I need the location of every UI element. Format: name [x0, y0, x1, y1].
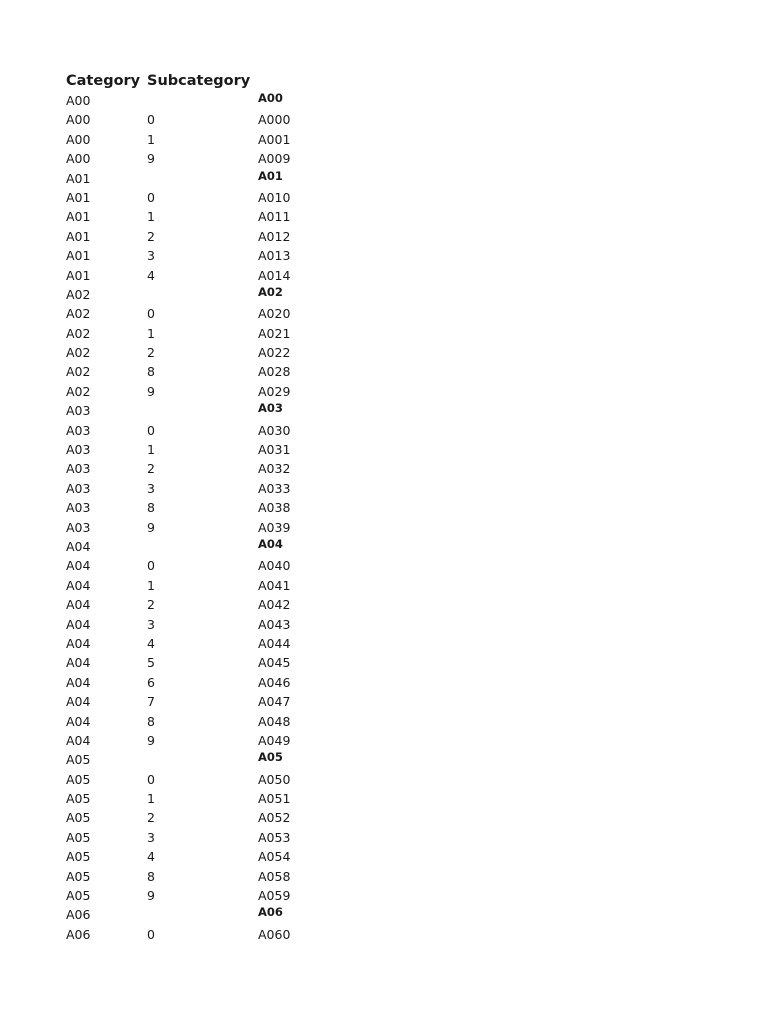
table-group-row — [66, 750, 466, 769]
subcategory-cell: 6 — [147, 674, 155, 690]
table-row — [66, 576, 466, 595]
subcategory-cell: 8 — [147, 364, 155, 380]
category-cell: A01 — [66, 267, 91, 283]
code-cell: A033 — [258, 480, 291, 496]
table-row — [66, 789, 466, 808]
category-cell: A01 — [66, 170, 91, 186]
table-row — [66, 459, 466, 478]
code-cell: A010 — [258, 189, 291, 205]
subcategory-cell: 8 — [147, 500, 155, 516]
category-cell: A06 — [66, 907, 91, 923]
subcategory-cell: 0 — [147, 189, 155, 205]
code-cell: A05 — [258, 750, 283, 765]
code-cell: A028 — [258, 364, 291, 380]
table-group-row — [66, 169, 466, 188]
subcategory-cell: 0 — [147, 771, 155, 787]
code-cell: A013 — [258, 248, 291, 264]
subcategory-header: Subcategory — [147, 73, 251, 89]
code-cell: A039 — [258, 519, 291, 535]
category-cell: A04 — [66, 616, 91, 632]
table-row — [66, 207, 466, 226]
code-cell: A060 — [258, 926, 291, 942]
category-cell: A03 — [66, 500, 91, 516]
subcategory-cell: 1 — [147, 577, 155, 593]
category-cell: A04 — [66, 732, 91, 748]
code-cell: A049 — [258, 732, 291, 748]
category-cell: A02 — [66, 325, 91, 341]
table-row — [66, 692, 466, 711]
code-cell: A043 — [258, 616, 291, 632]
category-cell: A00 — [66, 151, 91, 167]
subcategory-cell: 9 — [147, 519, 155, 535]
table-group-row — [66, 537, 466, 556]
table-row — [66, 615, 466, 634]
category-cell: A04 — [66, 577, 91, 593]
subcategory-cell: 9 — [147, 383, 155, 399]
category-cell: A03 — [66, 422, 91, 438]
category-cell: A02 — [66, 345, 91, 361]
subcategory-cell: 1 — [147, 325, 155, 341]
code-cell: A044 — [258, 635, 291, 651]
code-cell: A029 — [258, 383, 291, 399]
table-group-row — [66, 91, 466, 110]
code-cell: A047 — [258, 694, 291, 710]
code-cell: A054 — [258, 849, 291, 865]
subcategory-cell: 5 — [147, 655, 155, 671]
table-row — [66, 712, 466, 731]
category-cell: A01 — [66, 228, 91, 244]
category-cell: A03 — [66, 480, 91, 496]
subcategory-cell: 3 — [147, 480, 155, 496]
subcategory-cell: 0 — [147, 926, 155, 942]
category-cell: A05 — [66, 752, 91, 768]
subcategory-cell: 0 — [147, 422, 155, 438]
subcategory-cell: 7 — [147, 694, 155, 710]
subcategory-cell: 2 — [147, 228, 155, 244]
category-cell: A05 — [66, 888, 91, 904]
code-cell: A01 — [258, 168, 283, 183]
code-cell: A014 — [258, 267, 291, 283]
code-cell: A02 — [258, 284, 283, 299]
subcategory-cell: 2 — [147, 810, 155, 826]
code-cell: A022 — [258, 345, 291, 361]
code-cell: A00 — [258, 91, 283, 105]
subcategory-cell: 9 — [147, 732, 155, 748]
subcategory-cell: 2 — [147, 597, 155, 613]
code-cell: A031 — [258, 442, 291, 458]
category-cell: A04 — [66, 694, 91, 710]
table-row — [66, 362, 466, 381]
category-cell: A01 — [66, 189, 91, 205]
subcategory-cell: 8 — [147, 713, 155, 729]
category-cell: A05 — [66, 829, 91, 845]
table-row — [66, 110, 466, 129]
code-cell: A042 — [258, 597, 291, 613]
category-cell: A02 — [66, 383, 91, 399]
table-row — [66, 634, 466, 653]
category-cell: A04 — [66, 713, 91, 729]
subcategory-cell: 4 — [147, 267, 155, 283]
code-cell: A04 — [258, 536, 283, 551]
category-cell: A04 — [66, 674, 91, 690]
category-cell: A04 — [66, 635, 91, 651]
table-row — [66, 653, 466, 672]
category-cell: A00 — [66, 93, 91, 108]
table-row — [66, 847, 466, 866]
category-cell: A05 — [66, 868, 91, 884]
code-cell: A053 — [258, 829, 291, 845]
table-row — [66, 421, 466, 440]
table-body — [66, 91, 466, 944]
table-row — [66, 304, 466, 323]
code-cell: A020 — [258, 306, 291, 322]
code-cell: A046 — [258, 674, 291, 690]
table-header — [66, 72, 466, 90]
code-cell: A040 — [258, 558, 291, 574]
code-cell: A032 — [258, 461, 291, 477]
category-cell: A03 — [66, 442, 91, 458]
table-row — [66, 246, 466, 265]
table-row — [66, 498, 466, 517]
code-cell: A000 — [258, 112, 291, 128]
subcategory-cell: 0 — [147, 558, 155, 574]
category-cell: A02 — [66, 286, 91, 302]
subcategory-cell: 1 — [147, 131, 155, 147]
category-cell: A02 — [66, 306, 91, 322]
subcategory-cell: 8 — [147, 868, 155, 884]
subcategory-cell: 1 — [147, 791, 155, 807]
category-cell: A02 — [66, 364, 91, 380]
table-row — [66, 130, 466, 149]
table-row — [66, 227, 466, 246]
table-group-row — [66, 905, 466, 924]
category-cell: A00 — [66, 112, 91, 128]
table-row — [66, 867, 466, 886]
table-row — [66, 770, 466, 789]
category-cell: A03 — [66, 403, 91, 419]
category-cell: A06 — [66, 926, 91, 942]
code-cell: A001 — [258, 131, 291, 147]
table-group-row — [66, 285, 466, 304]
category-cell: A04 — [66, 655, 91, 671]
code-cell: A011 — [258, 209, 291, 225]
category-cell: A05 — [66, 810, 91, 826]
code-cell: A058 — [258, 868, 291, 884]
subcategory-cell: 0 — [147, 112, 155, 128]
code-cell: A038 — [258, 500, 291, 516]
subcategory-cell: 2 — [147, 461, 155, 477]
code-cell: A045 — [258, 655, 291, 671]
code-cell: A06 — [258, 905, 283, 920]
code-cell: A021 — [258, 325, 291, 341]
subcategory-cell: 9 — [147, 151, 155, 167]
code-cell: A012 — [258, 228, 291, 244]
subcategory-cell: 1 — [147, 209, 155, 225]
code-cell: A051 — [258, 791, 291, 807]
table-row — [66, 324, 466, 343]
code-cell: A059 — [258, 888, 291, 904]
code-cell: A052 — [258, 810, 291, 826]
table-row — [66, 673, 466, 692]
table-row — [66, 828, 466, 847]
category-cell: A05 — [66, 771, 91, 787]
data-table — [66, 72, 466, 944]
table-row — [66, 343, 466, 362]
table-row — [66, 556, 466, 575]
category-cell: A04 — [66, 538, 91, 554]
category-cell: A05 — [66, 849, 91, 865]
table-group-row — [66, 401, 466, 420]
category-cell: A04 — [66, 558, 91, 574]
code-cell: A03 — [258, 401, 283, 416]
subcategory-cell: 1 — [147, 442, 155, 458]
category-cell: A03 — [66, 519, 91, 535]
subcategory-cell: 9 — [147, 888, 155, 904]
table-row — [66, 925, 466, 944]
category-cell: A00 — [66, 131, 91, 147]
table-row — [66, 188, 466, 207]
category-cell: A05 — [66, 791, 91, 807]
subcategory-cell: 4 — [147, 635, 155, 651]
table-row — [66, 808, 466, 827]
code-cell: A009 — [258, 151, 291, 167]
code-cell: A048 — [258, 713, 291, 729]
category-header: Category — [66, 73, 141, 89]
subcategory-cell: 3 — [147, 829, 155, 845]
subcategory-cell: 3 — [147, 248, 155, 264]
category-cell: A04 — [66, 597, 91, 613]
subcategory-cell: 2 — [147, 345, 155, 361]
subcategory-cell: 4 — [147, 849, 155, 865]
code-cell: A041 — [258, 577, 291, 593]
subcategory-cell: 3 — [147, 616, 155, 632]
category-cell: A01 — [66, 248, 91, 264]
table-row — [66, 440, 466, 459]
table-row — [66, 595, 466, 614]
category-cell: A03 — [66, 461, 91, 477]
subcategory-cell: 0 — [147, 306, 155, 322]
category-cell: A01 — [66, 209, 91, 225]
code-cell: A050 — [258, 771, 291, 787]
table-row — [66, 479, 466, 498]
code-cell: A030 — [258, 422, 291, 438]
